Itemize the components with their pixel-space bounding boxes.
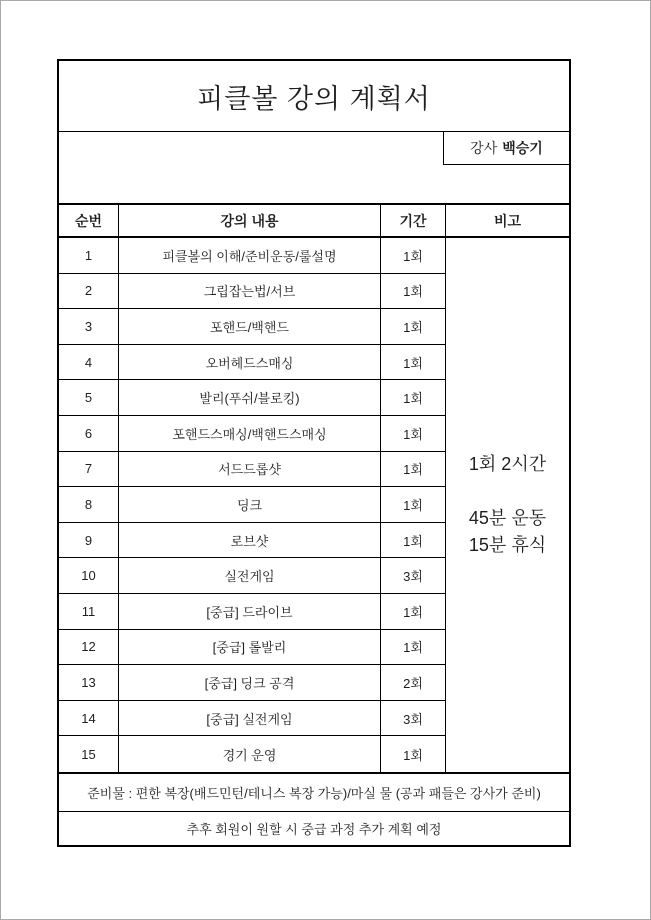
row-duration-cell: 3회 [381,701,446,737]
page-title: 피클볼 강의 계획서 [59,61,569,132]
row-content-cell: 경기 운영 [119,736,381,772]
row-number-cell: 1 [59,238,119,274]
row-content-cell: 딩크 [119,487,381,523]
row-number-cell: 6 [59,416,119,452]
row-number-cell: 8 [59,487,119,523]
row-content-cell: [중급] 실전게임 [119,701,381,737]
lecture-body-grid [59,238,569,774]
future-plan-row: 추후 회원이 원할 시 중급 과정 추가 계획 예정 [186,822,442,837]
row-duration-cell: 1회 [381,345,446,381]
row-duration-cell: 1회 [381,487,446,523]
row-number-cell: 9 [59,523,119,559]
remarks-line: 1회 2시간 [468,453,547,474]
row-duration-cell: 1회 [381,452,446,488]
row-content-cell: 포핸드스매싱/백핸드스매싱 [119,416,381,452]
lecture-plan-table [57,59,571,847]
instructor-name: 백승기 [502,140,543,156]
row-number-cell: 4 [59,345,119,381]
row-duration-cell: 1회 [381,594,446,630]
row-content-cell: 피클볼의 이해/준비운동/룰설명 [119,238,381,274]
row-duration-cell: 1회 [381,523,446,559]
row-duration-cell: 1회 [381,416,446,452]
row-number-cell: 7 [59,452,119,488]
remarks-line: 45분 운동 [468,507,547,528]
row-number-cell: 13 [59,665,119,701]
row-duration-cell: 1회 [381,274,446,310]
row-duration-cell: 1회 [381,630,446,666]
row-duration-cell: 2회 [381,665,446,701]
row-number-cell: 3 [59,309,119,345]
row-duration-cell: 1회 [381,309,446,345]
row-content-cell: 로브샷 [119,523,381,559]
row-content-cell: 오버헤드스매싱 [119,345,381,381]
row-content-cell: [중급] 롤발리 [119,630,381,666]
row-duration-cell: 1회 [381,736,446,772]
row-content-cell: 그립잡는법/서브 [119,274,381,310]
row-content-cell: 실전게임 [119,558,381,594]
instructor-row [59,132,569,203]
column-header-content: 강의 내용 [119,205,381,236]
row-number-cell: 14 [59,701,119,737]
row-content-cell: 발리(푸쉬/블로킹) [119,380,381,416]
row-duration-cell: 1회 [381,380,446,416]
table-header-row [59,203,569,238]
column-header-duration: 기간 [381,205,446,236]
column-header-remarks: 비고 [493,212,522,229]
row-number-cell: 12 [59,630,119,666]
row-number-cell: 11 [59,594,119,630]
row-number-cell: 2 [59,274,119,310]
row-content-cell: [중급] 드라이브 [119,594,381,630]
row-number-cell: 10 [59,558,119,594]
column-header-no: 순번 [59,205,119,236]
row-duration-cell: 1회 [381,238,446,274]
remarks-line [505,478,510,505]
remarks-merged-cell [446,238,569,772]
row-content-cell: 서드드롭샷 [119,452,381,488]
row-number-cell: 5 [59,380,119,416]
preparation-row: 준비물 : 편한 복장(배드민턴/테니스 복장 가능)/마실 물 (공과 패들은 강사가 준비) [59,774,569,812]
instructor-label: 강사 [470,140,498,156]
row-content-cell: [중급] 딩크 공격 [119,665,381,701]
remarks-line: 15분 휴식 [468,534,547,555]
instructor-cell [443,132,569,165]
row-duration-cell: 3회 [381,558,446,594]
row-number-cell: 15 [59,736,119,772]
row-content-cell: 포핸드/백핸드 [119,309,381,345]
